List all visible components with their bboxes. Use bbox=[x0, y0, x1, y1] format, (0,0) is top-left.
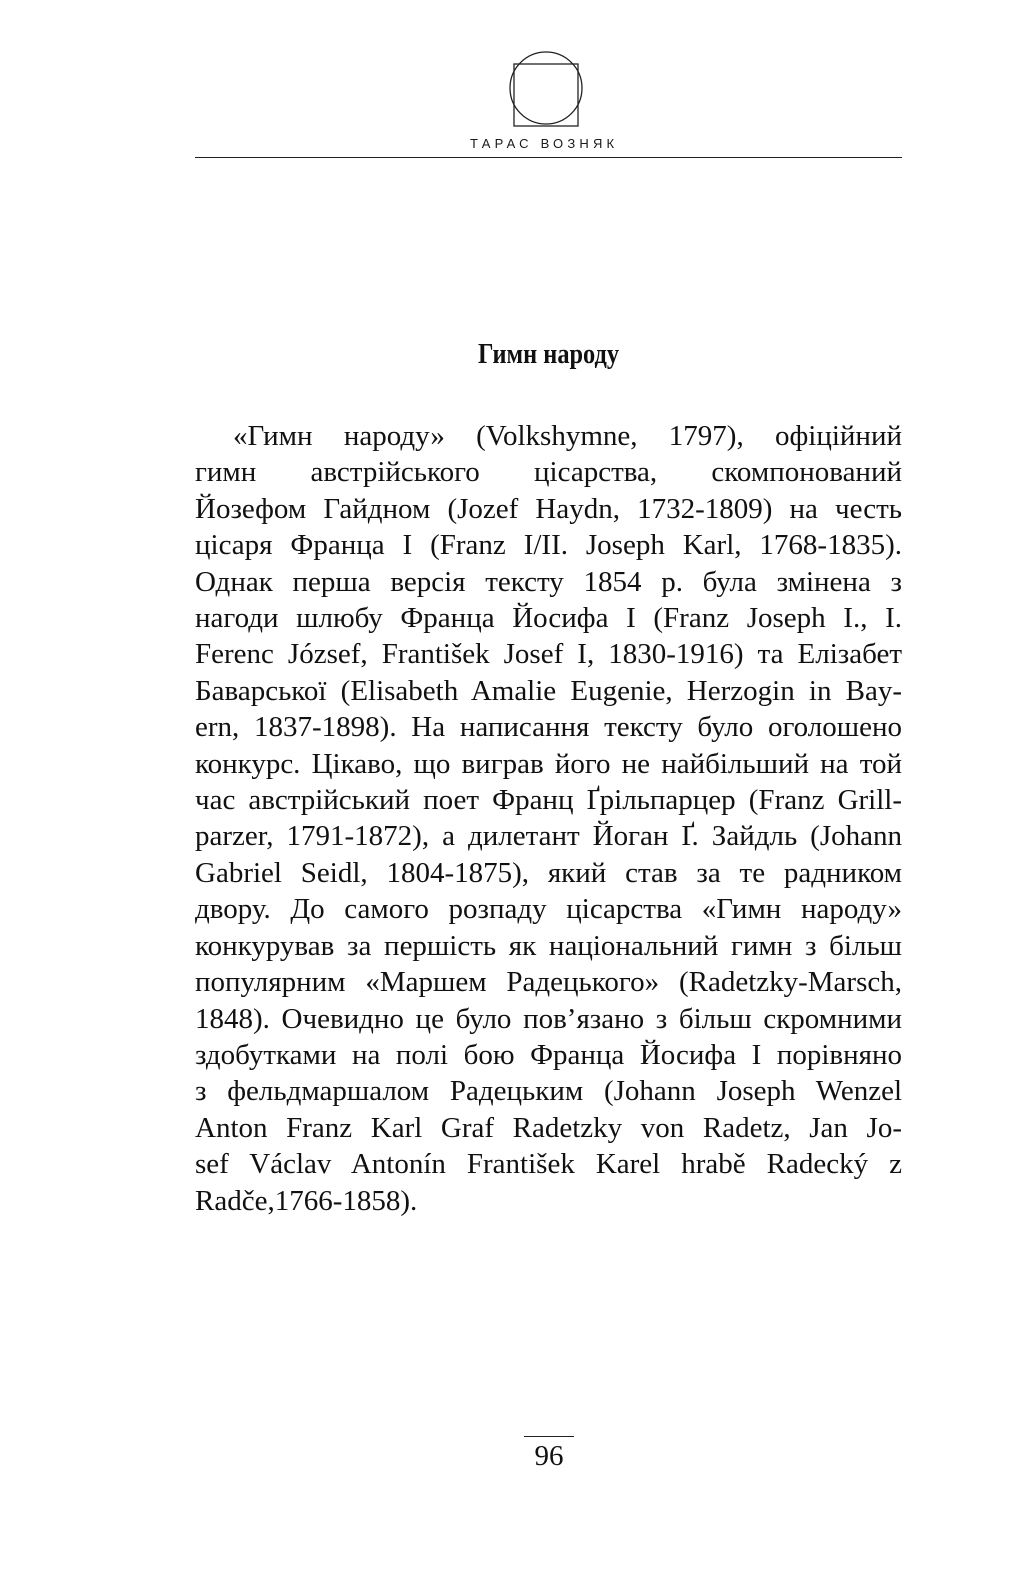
text-line: конкурс. Цікаво, що виграв його не найбільший на той bbox=[195, 747, 902, 780]
text-line: конкурував за першість як національний гимн з більш bbox=[195, 929, 902, 962]
text-line: Однак перша версія тексту 1854 р. була змінена з bbox=[195, 565, 902, 598]
running-head-author: ТАРАС ВОЗНЯК bbox=[470, 136, 619, 151]
text-line: цісаря Франца І (Franz I/II. Joseph Karl, 1768-1835). bbox=[195, 529, 902, 562]
header-rule bbox=[195, 157, 902, 158]
text-line: Anton Franz Karl Graf Radetzky von Radetz, Jan Jo- bbox=[195, 1111, 902, 1144]
text-line: з фельдмаршалом Радецьким (Johann Joseph Wenzel bbox=[195, 1075, 902, 1108]
text-line: sef Václav Antonín František Karel hrabě Radecký z bbox=[195, 1148, 902, 1181]
text-line: ern, 1837-1898). На написання тексту було оголошено bbox=[195, 711, 902, 744]
text-line: двору. До самого розпаду цісарства «Гимн народу» bbox=[195, 893, 902, 926]
text-line: «Гимн народу» (Volkshymne, 1797), офіційний bbox=[233, 420, 902, 452]
text-line: нагоди шлюбу Франца Йосифа І (Franz Joseph I., I. bbox=[195, 602, 902, 635]
text-line: 1848). Очевидно це було пов’язано з більш скромними bbox=[195, 1002, 902, 1035]
text-line: популярним «Маршем Радецького» (Radetzky-Marsch, bbox=[195, 966, 902, 999]
text-line: Gabriel Seidl, 1804-1875), який став за те радником bbox=[195, 856, 902, 889]
text-line: Йозефом Гайдном (Jozef Haydn, 1732-1809) на честь bbox=[195, 492, 902, 525]
article-body bbox=[195, 418, 902, 1219]
text-line: здобутками на полі бою Франца Йосифа І порівняно bbox=[195, 1038, 902, 1071]
text-line: Radče,1766-1858). bbox=[195, 1184, 418, 1217]
text-line: час австрійський поет Франц Ґрільпарцер (Franz Grill- bbox=[195, 784, 902, 817]
circle-square-emblem-icon bbox=[508, 48, 584, 128]
text-line: parzer, 1791-1872), а дилетант Йоган Ґ. Зайдль (Johann bbox=[195, 820, 902, 853]
page-number-rule bbox=[524, 1436, 574, 1437]
text-line: Баварської (Elisabeth Amalie Eugenie, Herzogin in Bay- bbox=[195, 674, 902, 707]
text-line: Ferenc József, František Josef I, 1830-1916) та Елізабет bbox=[195, 638, 902, 671]
page-number: 96 bbox=[534, 1440, 564, 1472]
article-title: Гимн народу bbox=[477, 338, 620, 370]
text-line: гимн австрійського цісарства, скомпонований bbox=[195, 456, 902, 489]
